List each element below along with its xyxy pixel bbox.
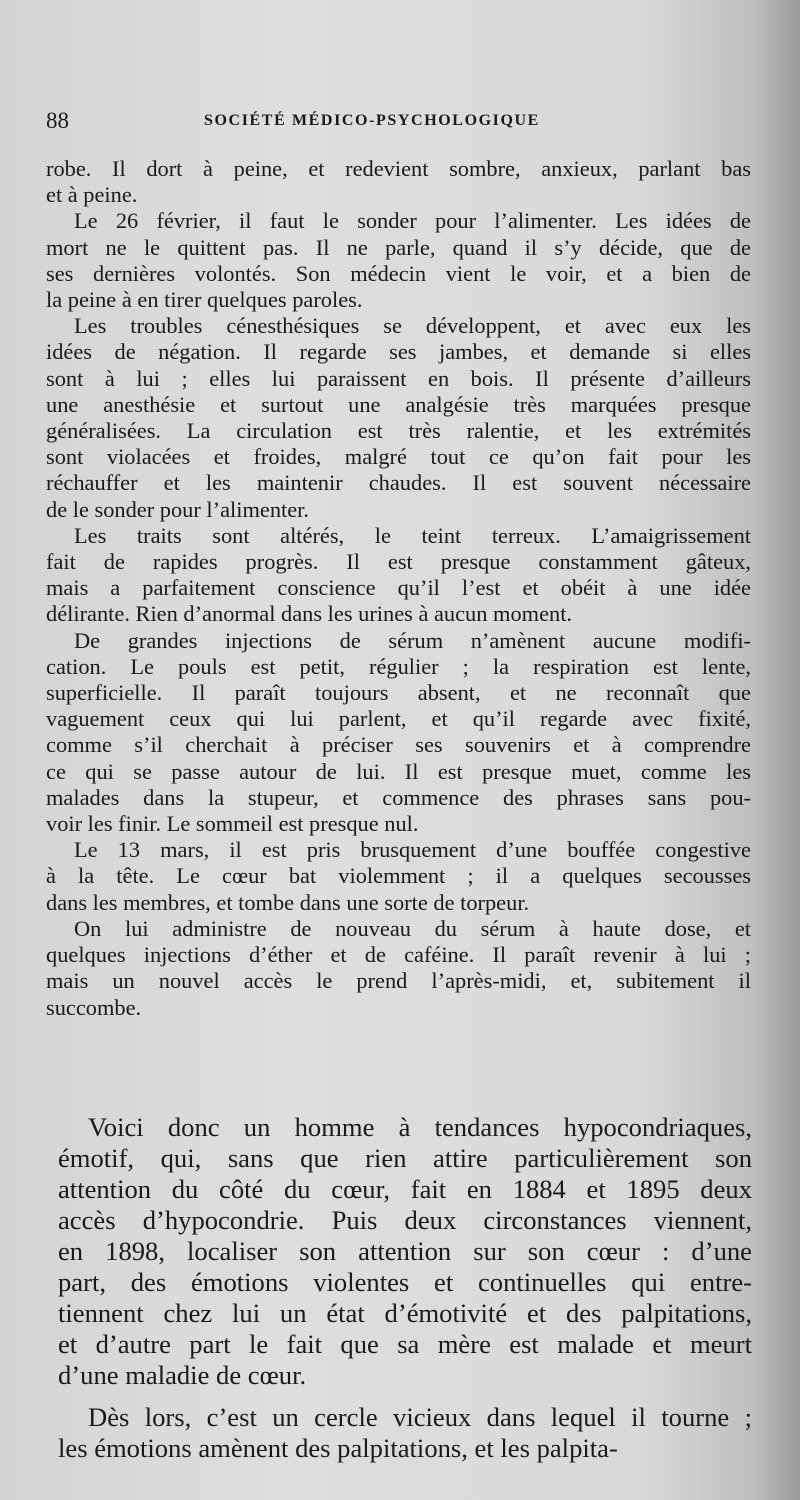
text-line: Dès lors, c’est un cercle vicieux dans lequel il tourne ; [88, 1402, 752, 1432]
text-line: sont violacées et froides, malgré tout ce qu’on fait pour les [46, 444, 751, 470]
text-line: une anesthésie et surtout une analgésie très marquées presque [46, 391, 751, 417]
text-line: à la tête. Le cœur bat violemment ; il a quelques secousses [46, 863, 751, 889]
paragraph [46, 916, 751, 1021]
text-line: part, des émotions violentes et continuelles qui entre- [58, 1267, 752, 1297]
paragraph [58, 1402, 752, 1464]
text-line: tiennent chez lui un état d’émotivité et des palpitations, [58, 1298, 752, 1328]
text-line: et d’autre part le fait que sa mère est malade et meurt [58, 1329, 752, 1359]
text-line: succombe. [46, 994, 142, 1020]
text-line: émotif, qui, sans que rien attire particulièrement son [58, 1143, 752, 1173]
text-line: réchauffer et les maintenir chaudes. Il est souvent nécessaire [46, 470, 751, 496]
text-line: de le sonder pour l’alimenter. [46, 496, 310, 522]
commentary-text [58, 1112, 752, 1475]
text-line: comme s’il cherchait à préciser ses souvenirs et à comprendre [46, 732, 751, 758]
text-line: la peine à en tirer quelques paroles. [46, 287, 363, 313]
text-line: malades dans la stupeur, et commence des phrases sans pou- [46, 784, 751, 810]
text-line: De grandes injections de sérum n’amènent aucune modifi- [74, 627, 751, 653]
text-line: quelques injections d’éther et de caféine. Il paraît revenir à lui ; [46, 942, 751, 968]
text-line: dans les membres, et tombe dans une sorte de torpeur. [46, 889, 530, 915]
text-line: Les troubles cénesthésiques se développent, et avec eux les [74, 313, 751, 339]
text-line: superficielle. Il paraît toujours absent, et ne reconnaît que [46, 680, 751, 706]
text-line: cation. Le pouls est petit, régulier ; la respiration est lente, [46, 653, 751, 679]
case-report-text [46, 156, 751, 1021]
paragraph [46, 628, 751, 838]
text-line: mais a parfaitement conscience qu’il l’est et obéit à une idée [46, 575, 751, 601]
paragraph [46, 156, 751, 208]
text-line: attention du côté du cœur, fait en 1884 et 1895 deux [58, 1174, 752, 1204]
text-line: mais un nouvel accès le prend l’après-midi, et, subitement il [46, 968, 751, 994]
text-line: délirante. Rien d’anormal dans les urines à aucun moment. [46, 601, 573, 627]
text-line: d’une maladie de cœur. [58, 1360, 307, 1390]
text-line: Voici donc un homme à tendances hypocondriaques, [88, 1112, 752, 1142]
paragraph [46, 208, 751, 313]
text-line: ses dernières volontés. Son médecin vient le voir, et a bien de [46, 260, 751, 286]
text-line: voir les finir. Le sommeil est presque nul. [46, 811, 419, 837]
paragraph [46, 523, 751, 628]
text-line: ce qui se passe autour de lui. Il est presque muet, comme les [46, 758, 751, 784]
text-line: sont à lui ; elles lui paraissent en bois. Il présente d’ailleurs [46, 365, 751, 391]
text-line: robe. Il dort à peine, et redevient sombre, anxieux, parlant bas [46, 156, 751, 181]
text-line: On lui administre de nouveau du sérum à haute dose, et [74, 915, 751, 941]
text-line: idées de négation. Il regarde ses jambes, et demande si elles [46, 339, 751, 365]
text-line: Les traits sont altérés, le teint terreux. L’amaigrissement [74, 522, 751, 548]
text-line: Le 26 février, il faut le sonder pour l’alimenter. Les idées de [74, 208, 751, 234]
text-line: en 1898, localiser son attention sur son cœur : d’une [58, 1236, 752, 1266]
text-line: mort ne le quittent pas. Il ne parle, quand il s’y décide, que de [46, 234, 751, 260]
text-line: fait de rapides progrès. Il est presque constamment gâteux, [46, 549, 751, 575]
text-line: accès d’hypocondrie. Puis deux circonstances viennent, [58, 1205, 752, 1235]
text-line: Le 13 mars, il est pris brusquement d’une bouffée congestive [74, 837, 751, 863]
page-number: 88 [46, 108, 69, 133]
paragraph [58, 1112, 752, 1391]
text-line: et à peine. [46, 182, 138, 208]
text-line: vaguement ceux qui lui parlent, et qu’il regarde avec fixité, [46, 706, 751, 732]
paragraph [46, 837, 751, 916]
running-head: SOCIÉTÉ MÉDICO-PSYCHOLOGIQUE [204, 112, 540, 129]
page-header [46, 108, 746, 140]
paragraph [46, 313, 751, 523]
text-line: généralisées. La circulation est très ralentie, et les extrémités [46, 418, 751, 444]
text-line: les émotions amènent des palpitations, et les palpita- [58, 1433, 618, 1463]
